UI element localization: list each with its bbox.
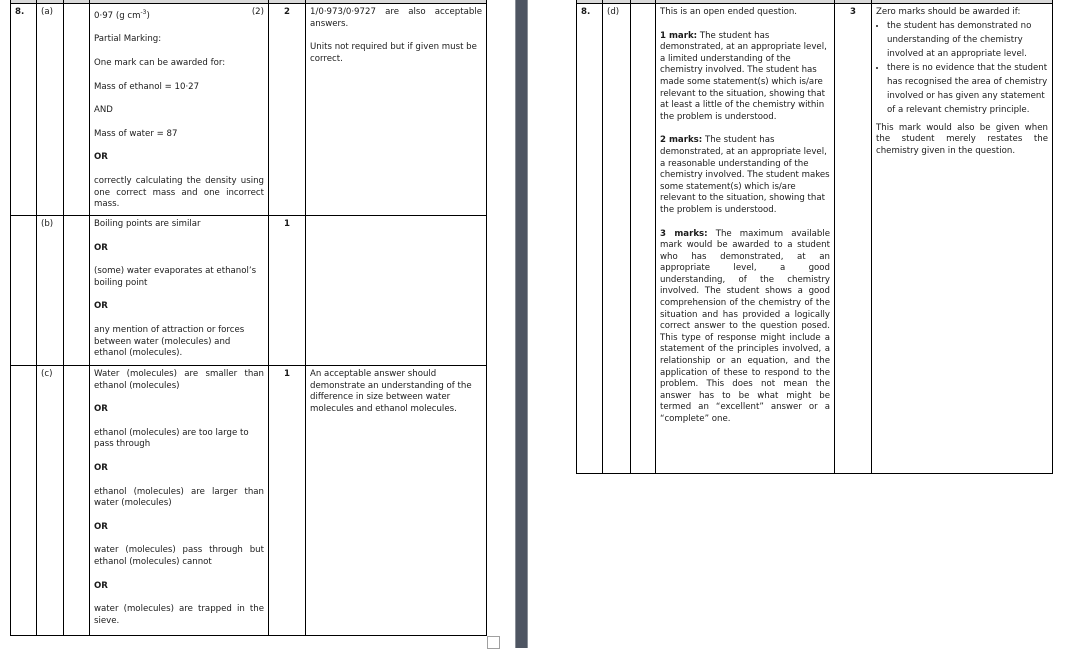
guidance-bullets: • the student has demonstrated no understanding of the chemistry involved at an appropriate level. • there is no evidence that the student has recognised the area of chemistry involved or has given any statement of a relevant chemistry principle.: [876, 19, 1048, 117]
table-row: [11, 216, 487, 366]
question-part: (b): [37, 216, 64, 366]
left-page: [0, 0, 515, 648]
right-page: [528, 0, 1069, 648]
max-mark: 2: [269, 4, 306, 216]
additional-guidance: Zero marks should be awarded if: • the student has demonstrated no understanding of the chemistry involved at an appropriate level. • there is no evidence that the student has recognised the area of chemistry involved or has given any statement of a relevant chemistry principle. This mark would also be given when the student merely restates the chemistry given in the question.: [872, 4, 1053, 474]
table-row: [577, 4, 1053, 474]
additional-guidance: An acceptable answer should demonstrate an understanding of the difference in size between water molecules and ethanol molecules.: [306, 366, 487, 636]
expected-answer: Water (molecules) are smaller than ethanol (molecules) OR ethanol (molecules) are too large to pass through OR ethanol (molecules) are larger than water (molecules) OR water (molecules) pass through but ethanol (molecules) cannot OR water (molecules) are trapped in the sieve.: [90, 366, 269, 636]
answer-header: 0·97 (g $cm^{-3}$) (2): [94, 7, 264, 21]
page-corner-marker: [487, 636, 500, 649]
additional-guidance: [306, 216, 487, 366]
level-3: 3 marks: The maximum available mark would be awarded to a student who has demonstrated, at an appropriate level, a good understanding, of the chemistry involved. The student shows a good comprehension of the chemistry of the situation and has provided a logically correct answer to the question posed. This type of response might include a statement of the principles involved, a relationship or an equation, and the application of these to respond to the problem. This does not mean the answer has to be what might be termed an “excellent” answer or a “complete” one.: [660, 228, 830, 424]
marking-table-right: [576, 0, 1053, 474]
table-row: [11, 4, 487, 216]
sub-part: [64, 4, 90, 216]
sub-part: [64, 216, 90, 366]
level-2: 2 marks: The student has demonstrated, at an appropriate level, a reasonable understanding of the chemistry involved. The student makes some statement(s) which is/are relevant to the situation, showing that the problem is understood.: [660, 135, 830, 215]
sub-part: [631, 4, 656, 474]
table-row: [11, 366, 487, 636]
question-number: 8.: [11, 4, 37, 216]
max-mark: 1: [269, 216, 306, 366]
question-number: [11, 216, 37, 366]
question-part: (c): [37, 366, 64, 636]
sub-part: [64, 366, 90, 636]
question-part: (a): [37, 4, 64, 216]
max-mark: 3: [835, 4, 872, 474]
max-mark: 1: [269, 366, 306, 636]
level-1: 1 mark: The student has demonstrated, at an appropriate level, a limited understanding of the chemistry involved. The student has made some statement(s) which is/are relevant to the situation, showing that at least a little of the chemistry within the problem is understood.: [660, 30, 827, 122]
question-number: 8.: [577, 4, 603, 474]
question-part: (d): [603, 4, 631, 474]
question-number: [11, 366, 37, 636]
expected-answer: Boiling points are similar OR (some) water evaporates at ethanol’s boiling point OR any mention of attraction or forces between water (molecules) and ethanol (molecules).: [90, 216, 269, 366]
expected-answer: 0·97 (g $cm^{-3}$) (2) Partial Marking: One mark can be awarded for: Mass of ethanol = 10·27 AND Mass of water = 87 OR correctly calculating the density using one correct mass and one incorrect mass.: [90, 4, 269, 216]
marking-table-left: [10, 0, 487, 636]
expected-answer: This is an open ended question. 1 mark: The student has demonstrated, at an appropriate level, a limited understanding of the chemistry involved. The student has made some statement(s) which is/are relevant to the situation, showing that at least a little of the chemistry within the problem is understood. 2 marks: The student has demonstrated, at an appropriate level, a reasonable understanding of the chemistry involved. The student makes some statement(s) which is/are relevant to the situation, showing that the problem is understood. 3 marks: The maximum available mark would be awarded to a student who has demonstrated, at an appropriate level, a good understanding, of the chemistry involved. The student shows a good comprehension of the chemistry of the situation and has provided a logically correct answer to the question posed. This type of response might include a statement of the principles involved, a relationship or an equation, and the application of these to respond to the problem. This does not mean the answer has to be what might be termed an “excellent” answer or a “complete” one.: [656, 4, 835, 474]
page-gap-divider: [515, 0, 528, 648]
additional-guidance: 1/0·973/0·9727 are also acceptable answers. Units not required but if given must be correct.: [306, 4, 487, 216]
